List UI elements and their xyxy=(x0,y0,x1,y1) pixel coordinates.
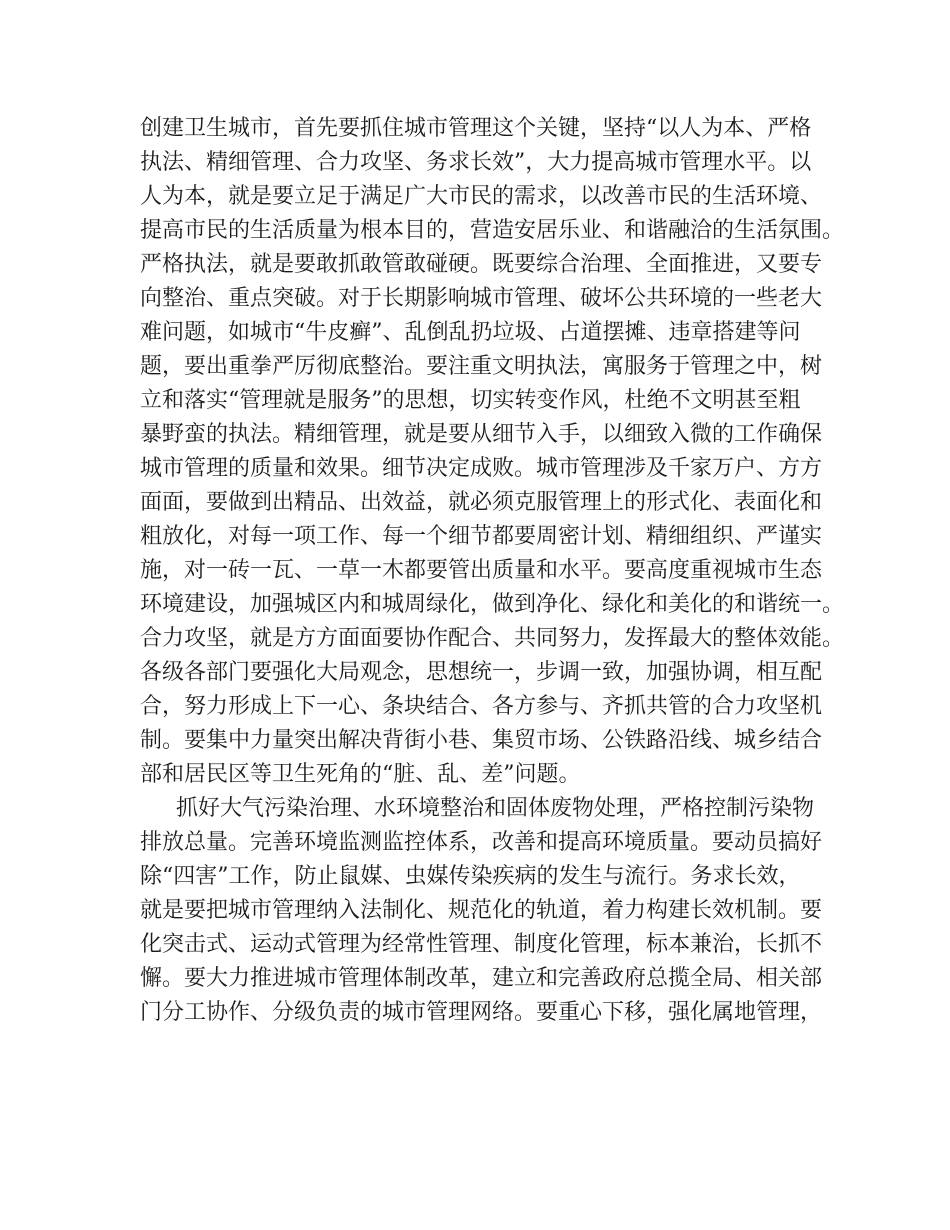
text-line: 难问题，如城市“牛皮癣”、乱倒乱扔垃圾、占道摆摊、违章搭建等问 xyxy=(140,320,801,345)
text-line: 除“四害”工作，防止鼠媒、虫媒传染疾病的发生与流行。务求长效， xyxy=(140,864,801,889)
text-line: 粗放化，对每一项工作、每一个细节都要周密计划、精细组织、严谨实 xyxy=(140,524,823,549)
text-line: 城市管理的质量和效果。细节决定成败。城市管理涉及千家万户、方方 xyxy=(140,456,823,481)
text-line: 题，要出重拳严厉彻底整治。要注重文明执法，寓服务于管理之中，树 xyxy=(140,354,823,379)
text-line: 面面，要做到出精品、出效益，就必须克服管理上的形式化、表面化和 xyxy=(140,490,823,515)
text-line: 制。要集中力量突出解决背街小巷、集贸市场、公铁路沿线、城乡结合 xyxy=(140,728,823,753)
text-line: 部和居民区等卫生死角的“脏、乱、差”问题。 xyxy=(140,762,581,787)
text-line: 抓好大气污染治理、水环境整治和固体废物处理，严格控制污染物 xyxy=(176,796,815,821)
text-line: 环境建设，加强城区内和城周绿化，做到净化、绿化和美化的和谐统一。 xyxy=(140,592,845,617)
text-line: 向整治、重点突破。对于长期影响城市管理、破坏公共环境的一些老大 xyxy=(140,286,823,311)
text-line: 施，对一砖一瓦、一草一木都要管出质量和水平。要高度重视城市生态 xyxy=(140,558,823,583)
text-line: 创建卫生城市，首先要抓住城市管理这个关键，坚持“以人为本、严格 xyxy=(140,116,812,141)
text-line: 执法、精细管理、合力攻坚、务求长效”，大力提高城市管理水平。以 xyxy=(140,150,812,175)
text-line: 门分工协作、分级负责的城市管理网络。要重心下移，强化属地管理， xyxy=(140,1000,823,1025)
text-line: 排放总量。完善环境监测监控体系，改善和提高环境质量。要动员搞好 xyxy=(140,830,823,855)
text-line: 化突击式、运动式管理为经常性管理、制度化管理，标本兼治，长抓不 xyxy=(140,932,823,957)
body-text xyxy=(140,112,845,1030)
text-line: 严格执法，就是要敢抓敢管敢碰硬。既要综合治理、全面推进，又要专 xyxy=(140,252,823,277)
text-line: 懈。要大力推进城市管理体制改革，建立和完善政府总揽全局、相关部 xyxy=(140,966,823,991)
text-line: 提高市民的生活质量为根本目的，营造安居乐业、和谐融洽的生活氛围。 xyxy=(140,218,845,243)
text-line: 就是要把城市管理纳入法制化、规范化的轨道，着力构建长效机制。要 xyxy=(140,898,823,923)
text-line: 合，努力形成上下一心、条块结合、各方参与、齐抓共管的合力攻坚机 xyxy=(140,694,823,719)
text-line: 各级各部门要强化大局观念，思想统一，步调一致，加强协调，相互配 xyxy=(140,660,823,685)
text-line: 合力攻坚，就是方方面面要协作配合、共同努力，发挥最大的整体效能。 xyxy=(140,626,845,651)
text-line: 暴野蛮的执法。精细管理，就是要从细节入手，以细致入微的工作确保 xyxy=(140,422,823,447)
text-line: 立和落实“管理就是服务”的思想，切实转变作风，杜绝不文明甚至粗 xyxy=(140,388,801,413)
text-line: 人为本，就是要立足于满足广大市民的需求，以改善市民的生活环境、 xyxy=(140,184,823,209)
